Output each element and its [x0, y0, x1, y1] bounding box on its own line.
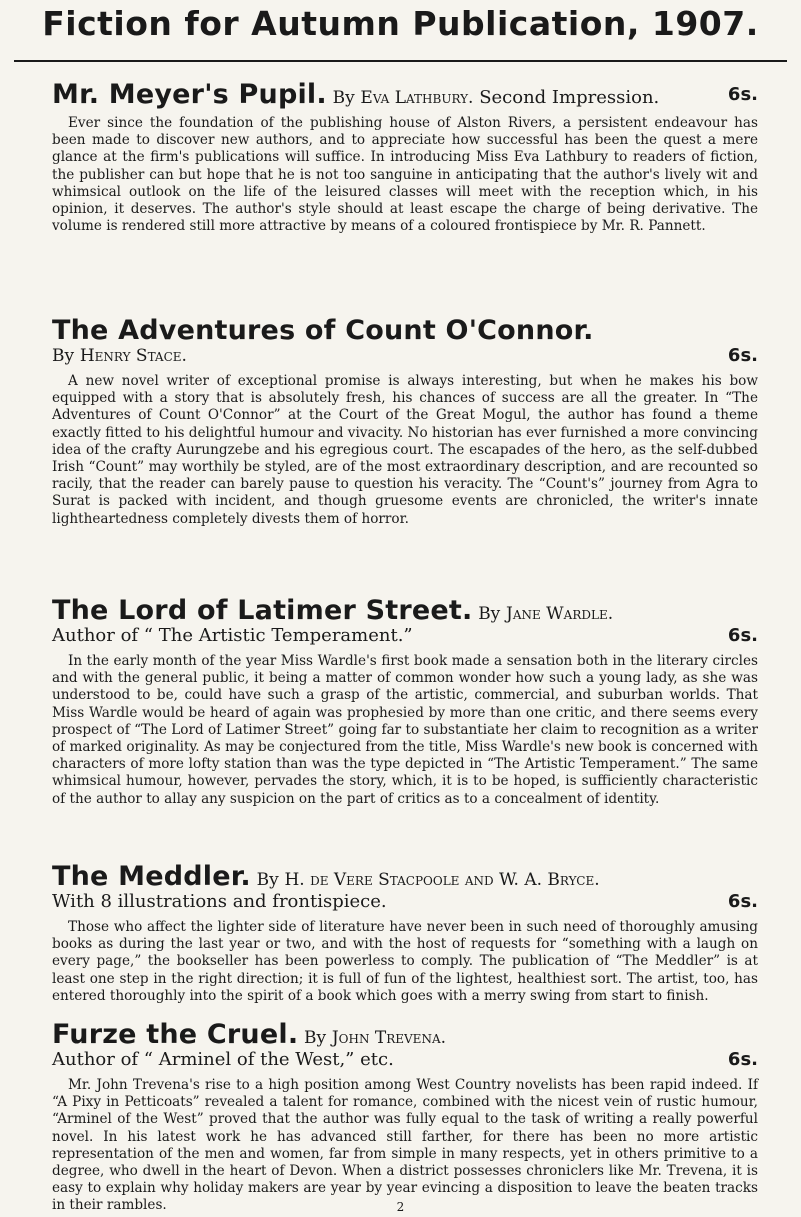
book-author: H. de Vere Stacpoole and W. A. Bryce. — [284, 870, 600, 890]
page-header: Fiction for Autumn Publication, 1907. — [42, 4, 759, 43]
by-label: By — [52, 346, 75, 366]
book-author: Henry Stace. — [79, 346, 187, 366]
page-number: 2 — [396, 1200, 405, 1214]
book-subline: Author of “ Arminel of the West,” etc. — [52, 1049, 394, 1070]
book-price: 6s. — [727, 345, 758, 366]
book-price: 6s. — [727, 84, 758, 105]
book-author: Eva Lathbury. — [360, 88, 474, 108]
entry-heading — [52, 595, 758, 647]
entry-heading — [52, 1019, 758, 1071]
book-description: In the early month of the year Miss Wardle's first book made a sensation both in the literary circles and with the general public, it being a matter of common wonder how such a young lady, as she was understood to be, could have such a grasp of the artistic, commercial, and suburban worlds. That Miss Wardle would be heard of again was prophesied by more than one critic, and there seems every prospect of “The Lord of Latimer Street” going far to substantiate her claim to recognition as a writer of marked originality. As may be conjectured from the title, Miss Wardle's new book is concerned with characters of more lofty station than was the type depicted in “The Artistic Temperament.” The same whimsical humour, however, pervades the story, which, it is to be hoped, is sufficiently characteristic of the author to allay any suspicion on the part of critics as to a concealment of identity. — [52, 653, 758, 807]
byline — [52, 891, 758, 913]
entry-heading — [52, 861, 758, 913]
book-entry-mr-meyers-pupil — [52, 79, 758, 235]
book-title: Mr. Meyer's Pupil. — [52, 79, 327, 110]
by-label: By — [332, 88, 355, 108]
book-description: Those who affect the lighter side of literature have never been in such need of thoroughly amusing books as during the last year or two, and with the host of requests for “something with a laugh on every page,” the bookseller has been powerless to comply. The publication of “The Meddler” is at least one step in the right direction; it is full of fun of the lightest, healthiest sort. The artist, too, has entered thoroughly into the spirit of a book which goes with a merry swing from start to finish. — [52, 919, 758, 1004]
book-title: The Meddler. — [52, 861, 251, 892]
book-subline: With 8 illustrations and frontispiece. — [52, 891, 387, 912]
book-title: The Adventures of Count O'Connor. — [52, 315, 594, 346]
by-label: By — [304, 1028, 327, 1048]
book-price: 6s. — [727, 625, 758, 646]
byline — [52, 625, 758, 647]
byline — [52, 345, 758, 367]
book-price: 6s. — [727, 1049, 758, 1070]
byline — [52, 1049, 758, 1071]
book-author: Jane Wardle. — [506, 604, 614, 624]
by-label: By — [478, 604, 501, 624]
book-title: Furze the Cruel. — [52, 1019, 299, 1050]
book-subline: Author of “ The Artistic Temperament.” — [52, 625, 413, 646]
book-subline: Second Impression. — [479, 87, 660, 108]
entry-heading — [52, 315, 758, 367]
by-label: By — [256, 870, 279, 890]
book-description: Mr. John Trevena's rise to a high position among West Country novelists has been rapid indeed. If “A Pixy in Petticoats” revealed a talent for romance, combined with the nicest vein of rustic humour, “Arminel of the West” proved that the author was fully equal to the task of writing a really powerful novel. In his latest work he has advanced still farther, for there has been no more artistic representation of the men and women, far from simple in many respects, yet in others primitive to a degree, who dwell in the heart of Devon. When a district possesses chroniclers like Mr. Trevena, it is easy to explain why holiday makers are year by year evincing a disposition to leave the beaten tracks in their rambles. — [52, 1077, 758, 1214]
book-entry-count-oconnor — [52, 315, 758, 528]
book-entry-furze-the-cruel — [52, 1019, 758, 1215]
entry-heading — [52, 79, 758, 110]
book-description: A new novel writer of exceptional promise is always interesting, but when he makes his bow equipped with a story that is absolutely fresh, his chances of success are all the greater. In “The Adventures of Count O'Connor” at the Court of the Great Mogul, the author has found a theme exactly fitted to his delightful humour and vivacity. No historian has ever furnished a more convincing idea of the crafty Aurungzebe and his egregious court. The escapades of the hero, as the self-dubbed Irish “Count” may worthily be styled, are of the most extraordinary description, and are recounted so racily, that the reader can barely pause to question his veracity. The “Count's” journey from Agra to Surat is packed with incident, and though gruesome events are chronicled, the writer's innate lightheartedness completely divests them of horror. — [52, 373, 758, 527]
book-description: Ever since the foundation of the publishing house of Alston Rivers, a persistent endeavour has been made to discover new authors, and to appreciate how successful has been the quest a mere glance at the firm's publications will suffice. In introducing Miss Eva Lathbury to readers of fiction, the publisher can but hope that he is not too sanguine in anticipating that the author's lively wit and whimsical outlook on the life of the leisured classes will meet with the reception which, in his opinion, it deserves. The author's style should at least escape the charge of being derivative. The volume is rendered still more attractive by means of a coloured frontispiece by Mr. R. Pannett. — [52, 115, 758, 235]
book-entry-the-meddler — [52, 861, 758, 1005]
book-author: John Trevena. — [331, 1028, 447, 1048]
book-title: The Lord of Latimer Street. — [52, 595, 473, 626]
book-price: 6s. — [727, 891, 758, 912]
header-rule — [14, 60, 787, 62]
book-entry-lord-of-latimer-street — [52, 595, 758, 808]
